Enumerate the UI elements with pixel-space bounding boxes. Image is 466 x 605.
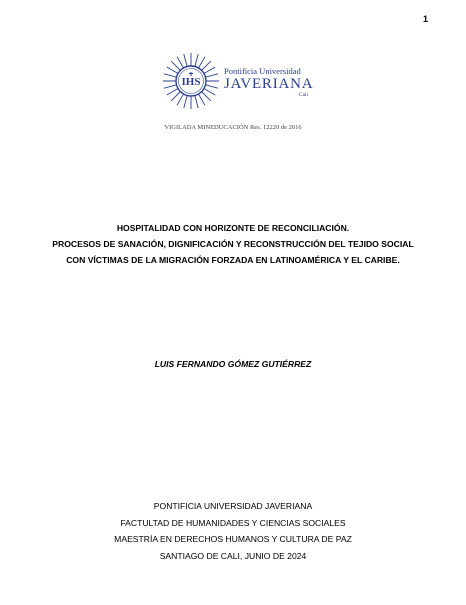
institution-line: FACTULTAD DE HUMANIDADES Y CIENCIAS SOCIALES: [120, 517, 346, 528]
title-line: HOSPITALIDAD CON HORIZONTE DE RECONCILIACIÓN.: [116, 223, 350, 233]
university-seal-icon: [160, 50, 222, 112]
logo-line-javeriana: JAVERIANA: [224, 76, 314, 92]
institution-line: PONTIFICIA UNIVERSIDAD JAVERIANA: [153, 501, 313, 511]
institution-info: [0, 498, 466, 564]
vigilada-notice: VIGILADA MINEDUCACIÓN Res. 12220 de 2016: [164, 124, 302, 131]
title-line: CON VÍCTIMAS DE LA MIGRACIÓN FORZADA EN LATINOAMÉRICA Y EL CARIBE.: [66, 255, 400, 265]
logo-wordmark: [224, 66, 324, 99]
seal-letters: IHS: [181, 76, 201, 88]
page-number: 1: [422, 14, 428, 24]
document-title: [20, 220, 446, 268]
logo-line-pontificia: Pontificia Universidad: [224, 66, 301, 76]
institution-line: MAESTRÍA EN DERECHOS HUMANOS Y CULTURA DE PAZ: [114, 534, 352, 544]
logo-line-cali: Cali: [298, 92, 308, 98]
institution-line: SANTIAGO DE CALI, JUNIO DE 2024: [159, 550, 307, 561]
author-name: LUIS FERNANDO GÓMEZ GUTIÉRREZ: [154, 359, 312, 369]
university-logo: [160, 50, 320, 112]
title-line: PROCESOS DE SANACIÓN, DIGNIFICACIÓN Y RECONSTRUCCIÓN DEL TEJIDO SOCIAL: [52, 239, 414, 249]
